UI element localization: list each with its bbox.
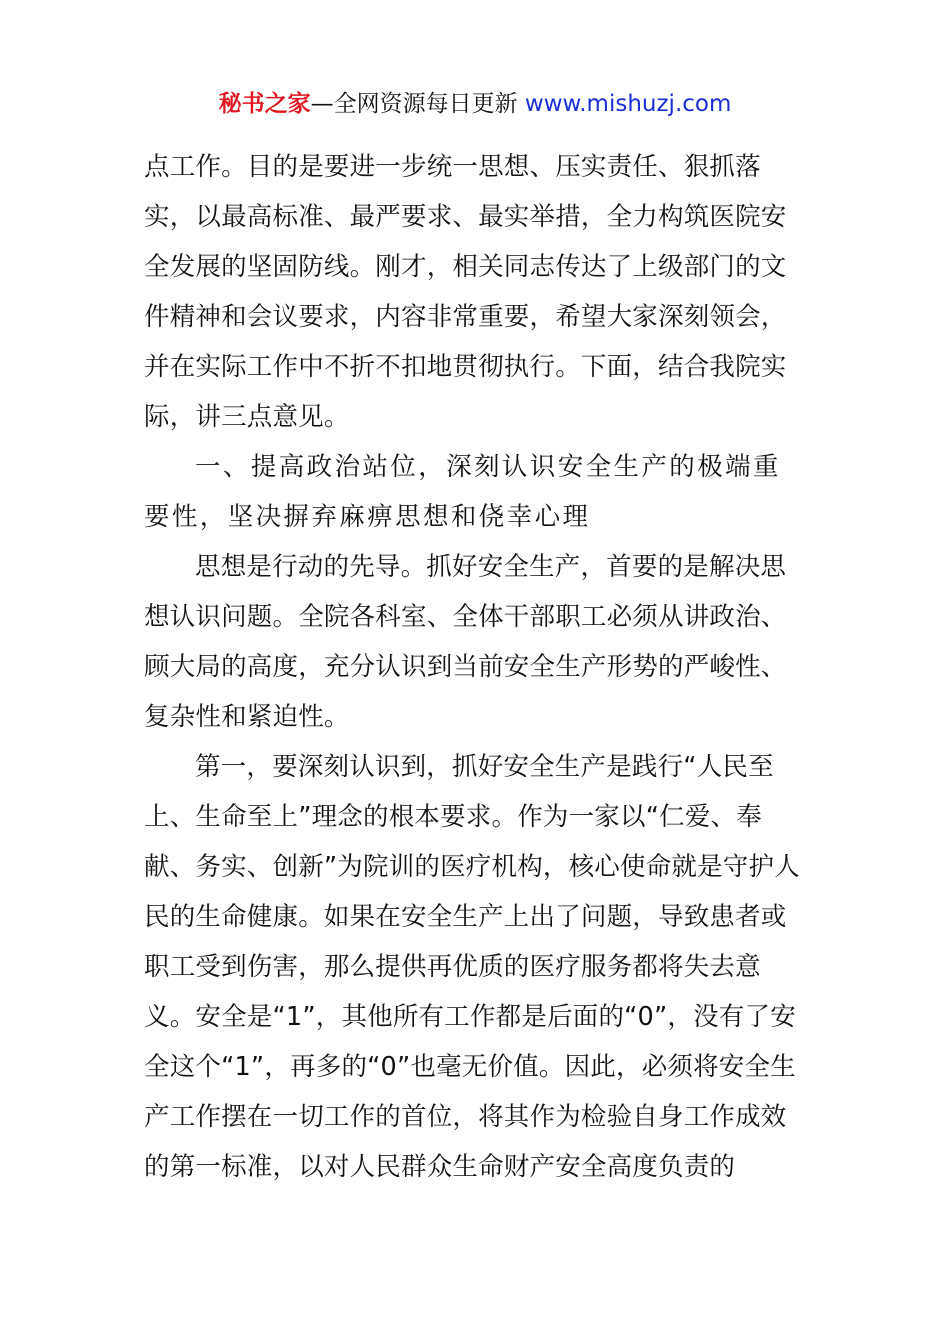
brand-name: 秘书之家 bbox=[218, 91, 311, 117]
section-heading-1: 一、提高政治站位，深刻认识安全生产的极端重要性，坚决摒弃麻痹思想和侥幸心理 bbox=[144, 452, 781, 532]
page-header bbox=[0, 86, 950, 122]
paragraph-first-point: 第一，要深刻认识到，抓好安全生产是践行“人民至上、生命至上”理念的根本要求。作为一家以“仁爱、奉献、务实、创新”为院训的医疗机构，核心使命就是守护人民的生命健康。如果在安全生产上出了问题，导致患者或职工受到伤害，那么提供再优质的医疗服务都将失去意义。安全是“1”，其他所有工作都是后面的“0”，没有了安全这个“1”，再多的“0”也毫无价值。因此，必须将安全生产工作摆在一切工作的首位，将其作为检验自身工作成效的第一标准，以对人民群众生命财产安全高度负责的 bbox=[144, 752, 800, 1182]
paragraph-thinking: 思想是行动的先导。抓好安全生产，首要的是解决思想认识问题。全院各科室、全体干部职工必须从讲政治、顾大局的高度，充分认识到当前安全生产形势的严峻性、复杂性和紧迫性。 bbox=[144, 552, 787, 732]
site-url-link[interactable]: www.mishuzj.com bbox=[524, 91, 732, 117]
header-slogan: —全网资源每日更新 bbox=[310, 91, 525, 117]
document-body bbox=[144, 142, 808, 1192]
paragraph-intro: 点工作。目的是要进一步统一思想、压实责任、狠抓落实，以最高标准、最严要求、最实举措，全力构筑医院安全发展的坚固防线。刚才，相关同志传达了上级部门的文件精神和会议要求，内容非常重要，希望大家深刻领会，并在实际工作中不折不扣地贯彻执行。下面，结合我院实际，讲三点意见。 bbox=[144, 152, 787, 432]
